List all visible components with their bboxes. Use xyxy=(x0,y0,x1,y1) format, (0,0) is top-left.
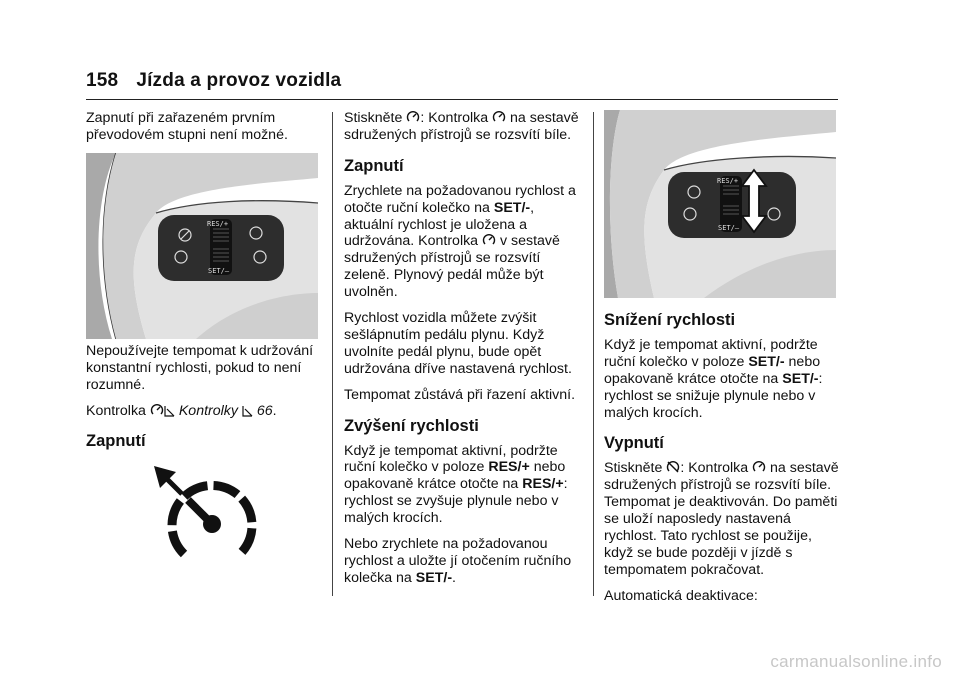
fig-set-label: SET/– xyxy=(208,266,230,275)
paragraph-decrease: Když je tempomat aktivní, podržte ruční kolečko v poloze SET/- nebo opakovaně krátce otočte na SET/-: rychlost se snižuje plynule nebo v malých krocích. xyxy=(604,336,823,421)
page-number: 158 xyxy=(86,70,119,91)
heading-zvyseni: Zvýšení rychlosti xyxy=(344,416,479,435)
chapter-title: Jízda a provoz vozidla xyxy=(136,70,342,91)
reference-arrow-icon xyxy=(164,405,175,417)
cruise-off-icon xyxy=(666,460,680,474)
reference-link[interactable]: Kontrolky xyxy=(178,402,238,419)
paragraph-press: Stiskněte : Kontrolka na sestavě sdružených přístrojů se rozsvítí bíle. xyxy=(344,110,579,143)
column-2 xyxy=(344,110,584,596)
paragraph-shifting: Tempomat zůstává při řazení aktivní. xyxy=(344,386,576,403)
reference-arrow-icon xyxy=(242,405,253,417)
paragraph-accelerate: Rychlost vozidla můžete zvýšit sešlápnutím pedálu plynu. Když uvolníte pedál plynu, bude opět udržována dříve nastavená rychlost. xyxy=(344,310,572,377)
heading-vypnuti: Vypnutí xyxy=(604,434,664,453)
heading-snizeni: Snížení rychlosti xyxy=(604,311,736,329)
fig-res-label: RES/+ xyxy=(207,219,229,228)
steering-wheel-figure xyxy=(86,153,318,339)
paragraph-auto-deactivation: Automatická deaktivace: xyxy=(604,587,758,604)
fig-res-label: RES/+ xyxy=(717,177,739,185)
cruise-control-icon xyxy=(752,460,766,474)
cruise-control-icon xyxy=(406,110,420,124)
paragraph-store: Nebo zrychlete na požadovanou rychlost a uložte jí otočením ručního kolečka na SET/-. xyxy=(344,536,572,586)
paragraph-set: Zrychlete na požadovanou rychlost a otočte ruční kolečko na SET/-, aktuální rychlost je uložena a udržována. Kontrolka v sestavě sdružených přístrojů se rozsvítí zeleně. Plynový pedál může být uvolněn. xyxy=(344,182,576,301)
cruise-control-icon xyxy=(482,233,496,247)
cruise-control-symbol-icon xyxy=(146,458,266,568)
column-3 xyxy=(604,110,844,614)
steering-wheel-figure-arrows xyxy=(604,110,836,298)
page-header xyxy=(86,70,341,92)
header-rule xyxy=(86,99,838,100)
kontrolka-reference: Kontrolka Kontrolky 66. xyxy=(86,402,277,419)
column-divider-1 xyxy=(332,112,333,596)
warning-paragraph: Nepoužívejte tempomat k udržování konstantní rychlosti, pokud to není rozumné. xyxy=(86,342,314,393)
intro-paragraph: Zapnutí při zařazeném prvním převodovém stupni není možné. xyxy=(86,110,288,143)
column-1 xyxy=(86,110,318,568)
paragraph-increase: Když je tempomat aktivní, podržte ruční kolečko v poloze RES/+ nebo opakovaně krátce otočte na RES/+: rychlost se zvyšuje plynule nebo v malých krocích. xyxy=(344,442,568,527)
cruise-control-icon xyxy=(150,403,164,417)
cruise-control-icon xyxy=(492,110,506,124)
column-divider-2 xyxy=(593,112,594,596)
heading-zapnuti-1: Zapnutí xyxy=(86,432,146,451)
heading-zapnuti-2: Zapnutí xyxy=(344,156,404,175)
fig-set-label: SET/– xyxy=(718,224,740,232)
reference-page[interactable]: 66 xyxy=(256,402,273,419)
watermark: carmanualsonline.info xyxy=(770,652,942,671)
paragraph-deactivate: Stiskněte : Kontrolka na sestavě sdružených přístrojů se rozsvítí bíle. Tempomat je deaktivován. Do paměti se uloží naposledy nastavená rychlost. Tato rychlost se použije, když se bude později v jízdě s tempomatem pokračovat. xyxy=(604,460,839,578)
